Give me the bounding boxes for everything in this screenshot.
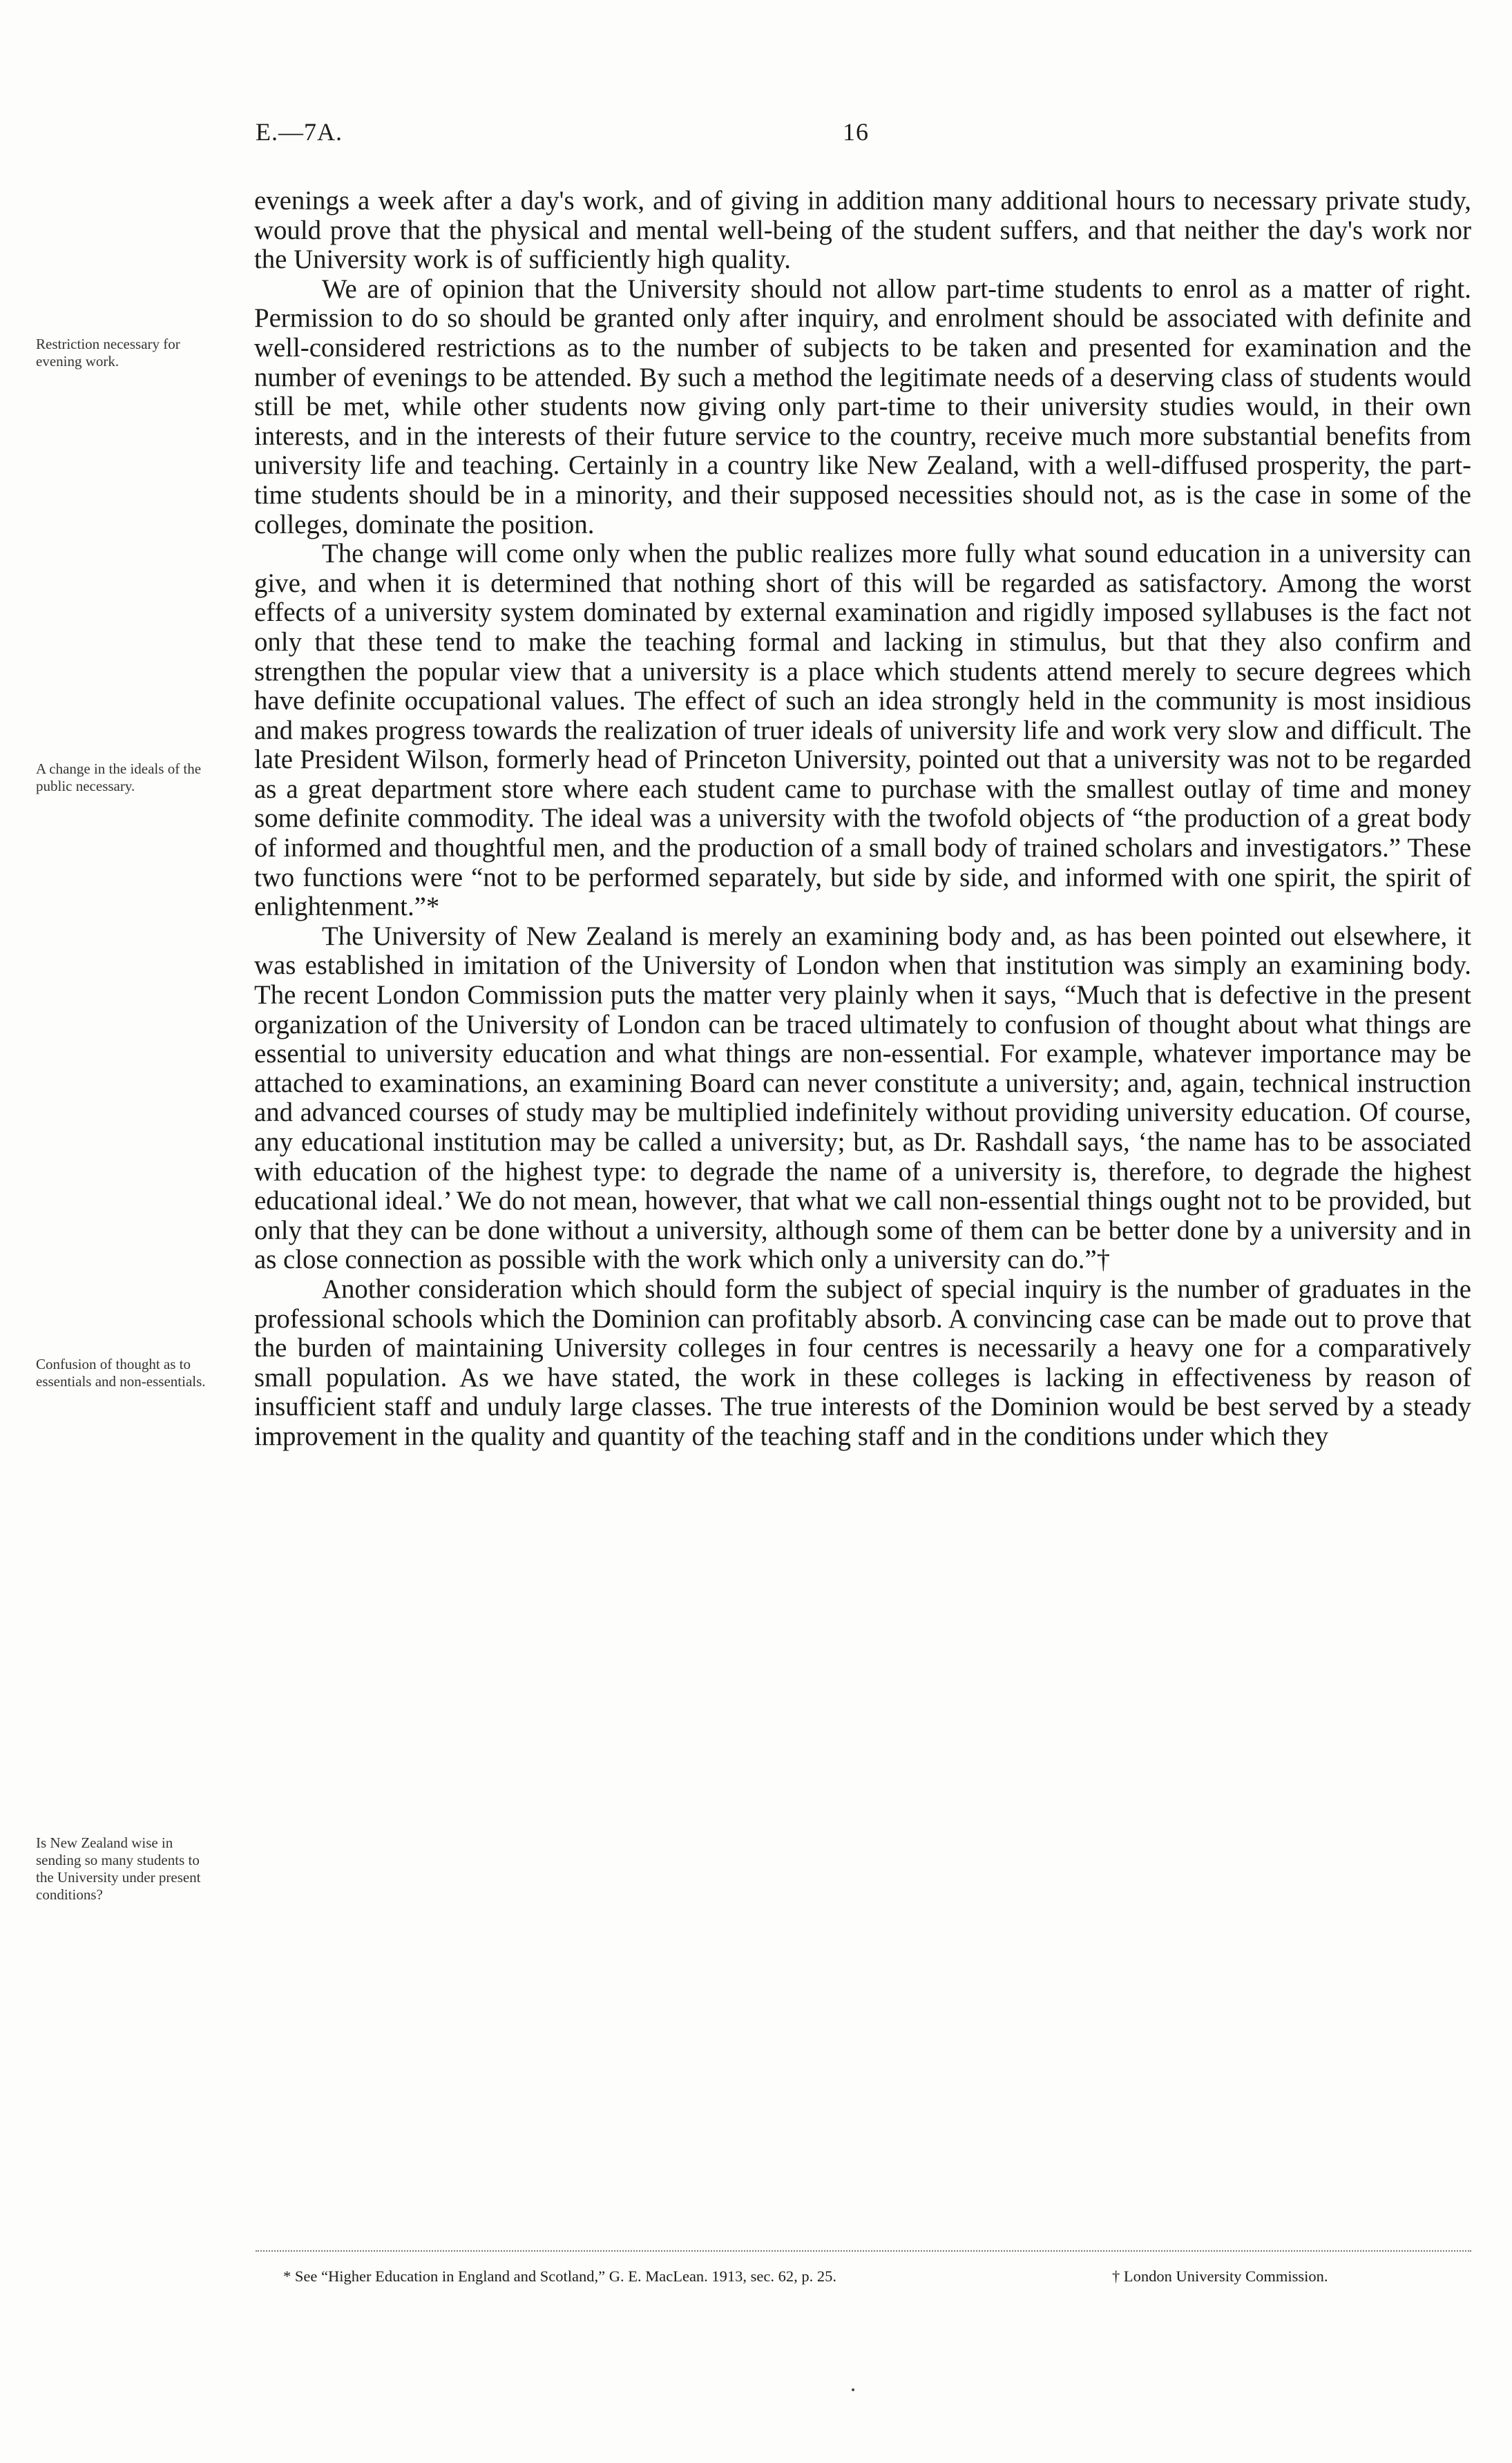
body-text bbox=[254, 186, 1471, 1452]
paragraph-examining-body: The University of New Zealand is merely an examining body and, as has been pointed out elsewhere, it was established in imitation of the University of London when that institution was simply an examining body. The recent London Commission puts the matter very plainly when it says, “Much that is defective in the present organization of the University of London can be traced ultimately to confusion of thought about what things are essential to university education and what things are non-essential. For example, whatever importance may be attached to examinations, an examining Board can never constitute a university; and, again, technical instruction and advanced courses of study may be multiplied indefinitely without providing university education. Of course, any educational institution may be called a university; but, as Dr. Rashdall says, ‘the name has to be associated with education of the highest type: to degrade the name of a university is, therefore, to degrade the highest educational ideal.’ We do not mean, however, that what we call non-essential things ought not to be provided, but only that they can be done without a university, although some of them can be better done by a university and in as close connection as possible with the work which only a university can do.”† bbox=[254, 921, 1471, 1275]
paragraph-public-change: The change will come only when the public realizes more fully what sound education in a university can give, and when it is determined that nothing short of this will be regarded as satisfactory. Among the worst effects of a university system dominated by external examination and rigidly imposed syllabuses is the fact not only that these tend to make the teaching formal and lacking in stimulus, but that they also confirm and strengthen the popular view that a university is a place which students attend merely to secure degrees which have definite occupational values. The effect of such an idea strongly held in the community is most insidious and makes progress towards the realization of truer ideals of university life and work very slow and difficult. The late President Wilson, formerly head of Princeton University, pointed out that a university was not to be regarded as a great department store where each student came to purchase with the smallest outlay of time and money some definite commodity. The ideal was a university with the twofold objects of “the production of a great body of informed and thoughtful men, and the production of a small body of trained scholars and investigators.” These two functions were “not to be performed separately, but side by side, and informed with one spirit, the spirit of enlightenment.”* bbox=[254, 539, 1471, 922]
margin-note-restriction: Restriction necessary for evening work. bbox=[36, 336, 180, 370]
margin-note-new-zealand: Is New Zealand wise in sending so many students to the University under present conditions? bbox=[36, 1834, 201, 1903]
scan-speck bbox=[852, 2388, 854, 2391]
footnote-divider bbox=[256, 2250, 1471, 2252]
page-number: 16 bbox=[843, 118, 869, 146]
footnote-london-commission: † London University Commission. bbox=[1112, 2268, 1328, 2285]
margin-note-change-ideals: A change in the ideals of the public necessary. bbox=[36, 760, 202, 794]
paragraph-graduates: Another consideration which should form the subject of special inquiry is the number of graduates in the professional schools which the Dominion can profitably absorb. A convincing case can be made out to prove that the burden of maintaining University colleges in four centres is necessarily a heavy one for a comparatively small population. As we have stated, the work in these colleges is lacking in effectiveness by reason of insufficient staff and unduly large classes. The true interests of the Dominion would be best served by a steady improvement in the quality and quantity of the teaching staff and in the conditions under which they bbox=[254, 1274, 1471, 1451]
document-reference: E.—7A. bbox=[256, 118, 343, 146]
footnote-maclean: * See “Higher Education in England and Scotland,” G. E. MacLean. 1913, sec. 62, p. 25. bbox=[283, 2268, 837, 2285]
paragraph-part-time-students: We are of opinion that the University should not allow part-time students to enrol as a matter of right. Permission to do so should be granted only after inquiry, and enrolment should be associated with definite and well-considered restrictions as to the number of subjects to be taken and presented for examination and the number of evenings to be attended. By such a method the legitimate needs of a deserving class of students would still be met, while other students now giving only part-time to their university studies would, in their own interests, and in the interests of their future service to the country, receive much more substantial benefits from university life and teaching. Certainly in a country like New Zealand, with a well-diffused prosperity, the part-time students should be in a minority, and their supposed necessities should not, as is the case in some of the colleges, dominate the position. bbox=[254, 274, 1471, 539]
paragraph-continuation: evenings a week after a day's work, and of giving in addition many additional hours to necessary private study, would prove that the physical and mental well-being of the student suffers, and that neither the day's work nor the University work is of sufficiently high quality. bbox=[254, 186, 1471, 275]
page-header bbox=[256, 117, 1471, 159]
margin-note-confusion: Confusion of thought as to essentials and non-essentials. bbox=[36, 1356, 206, 1390]
